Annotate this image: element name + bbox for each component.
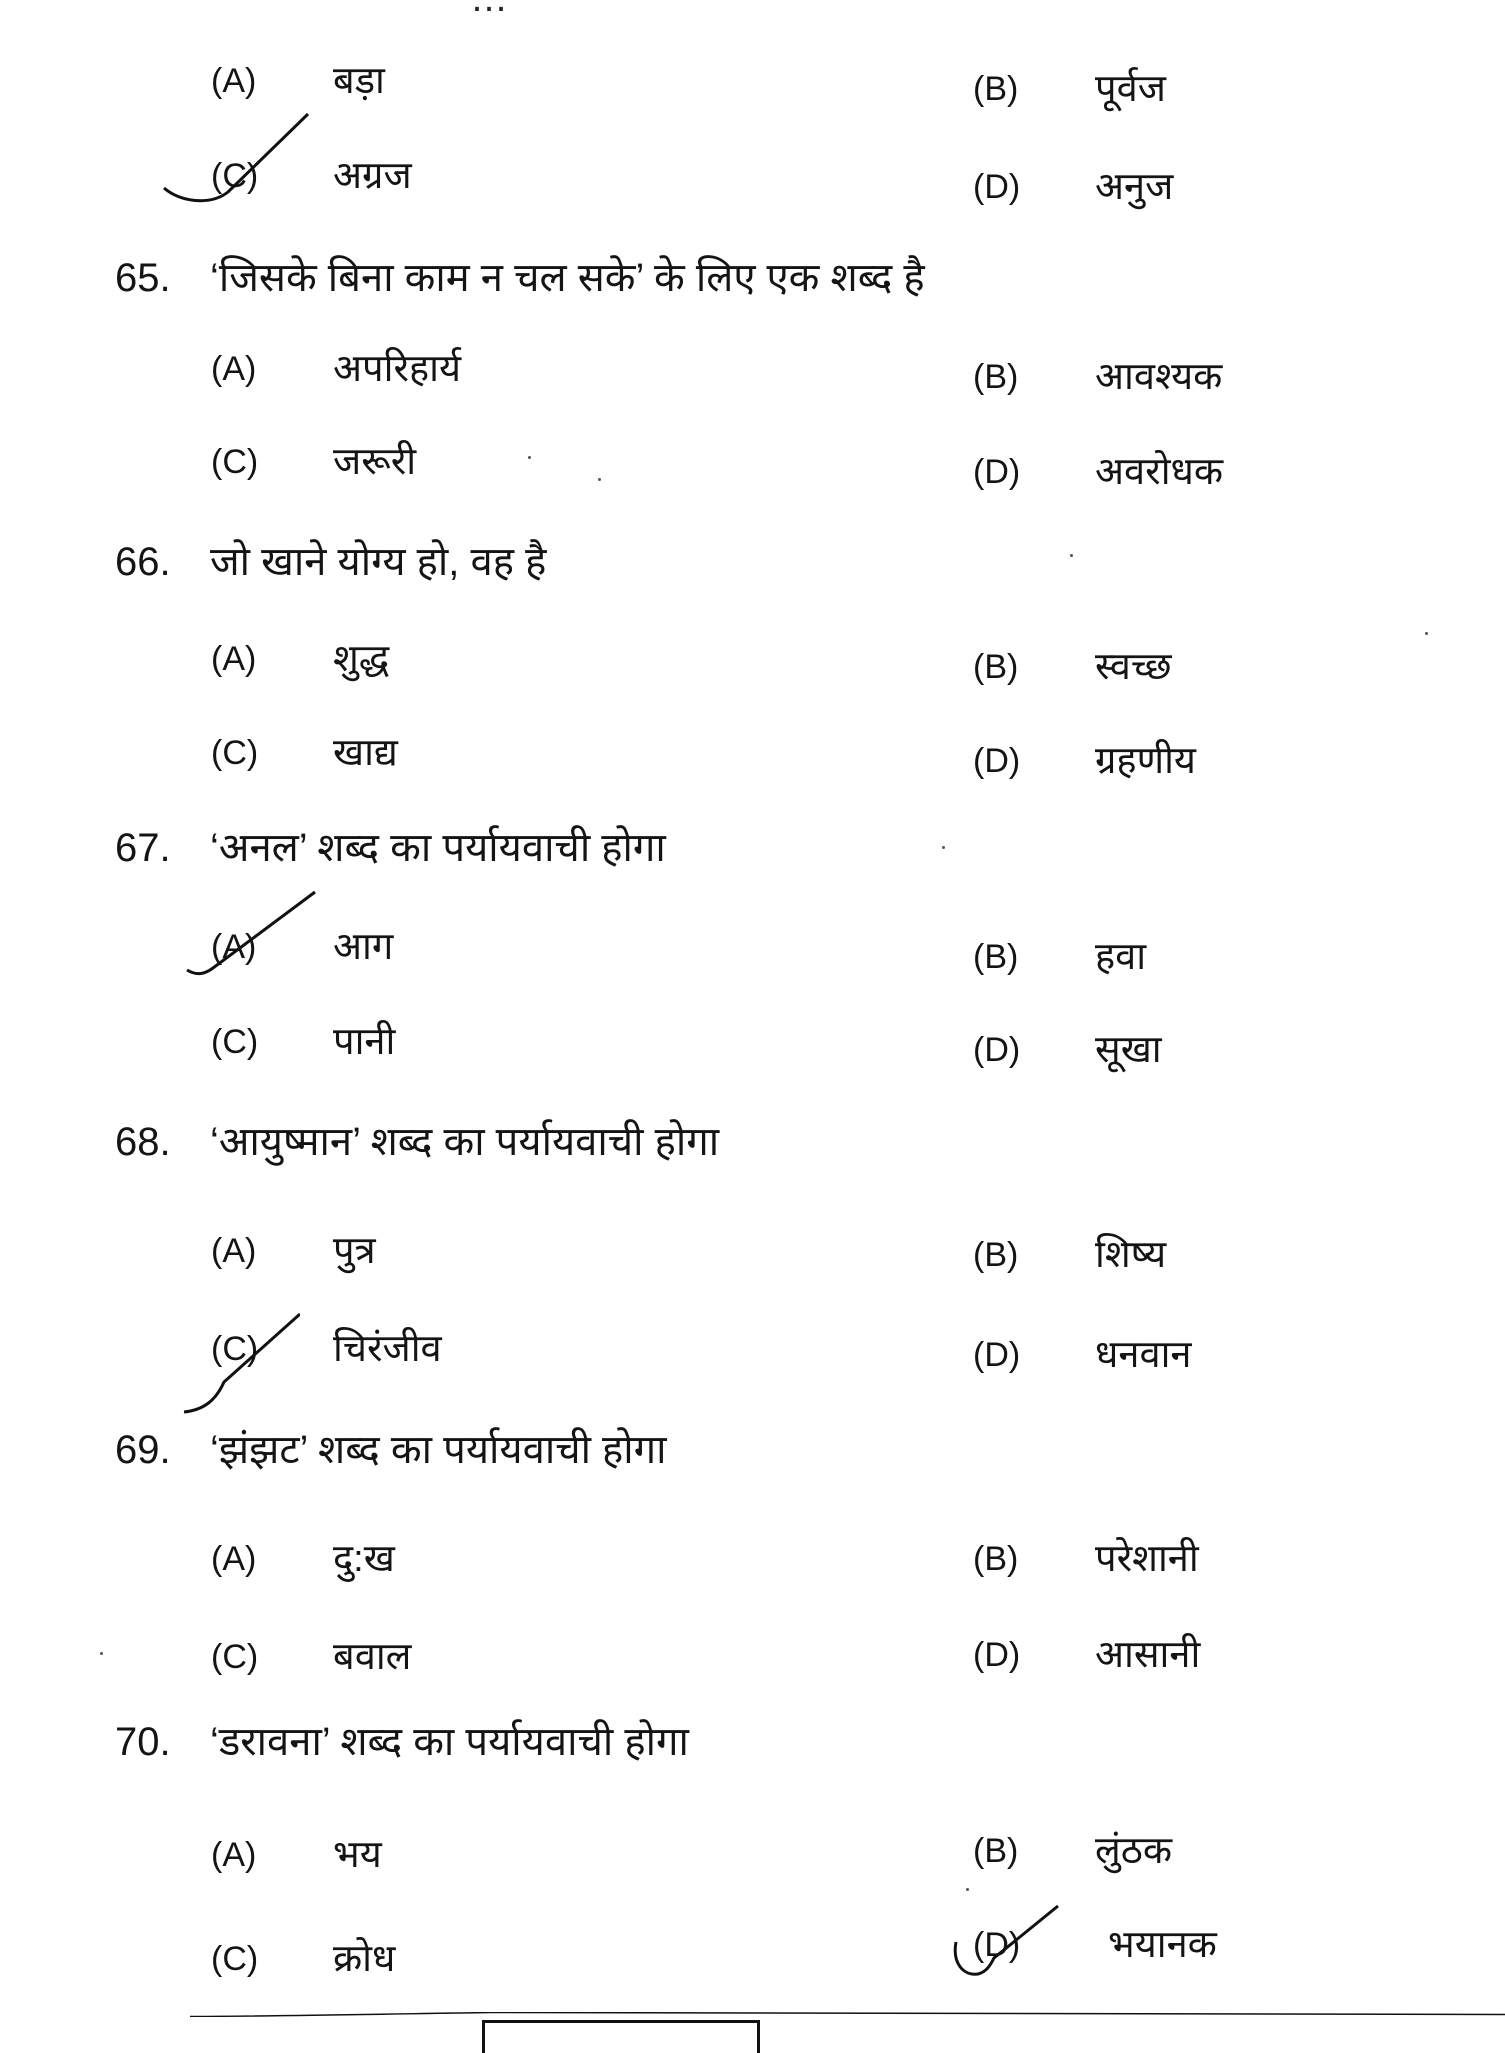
option-label: (C) [211,157,259,195]
option-label: (B) [973,648,1019,686]
footer-code-box [482,2020,760,2053]
option-text: धनवान [1095,1334,1192,1376]
option-text: सूखा [1095,1029,1162,1071]
option-text: बवाल [333,1636,412,1678]
option-label: (A) [211,62,257,100]
option-text: ग्रहणीय [1095,740,1196,782]
option-text: हवा [1095,936,1147,978]
option-label: (C) [211,1940,259,1978]
option-text: अपरिहार्य [333,348,462,390]
option-label: (D) [973,1031,1021,1069]
question-stem [115,258,925,298]
option-text: बड़ा [333,60,385,102]
option-label: (C) [211,734,259,772]
question-text: ‘डरावना’ शब्द का पर्यायवाची होगा [210,1720,689,1764]
option-label: (C) [211,1330,259,1368]
option-label: (D) [973,1336,1021,1374]
question-stem [115,1722,689,1762]
option-text: परेशानी [1095,1538,1199,1580]
question-stem [115,542,546,582]
scan-speck [1070,554,1073,557]
option-label: (A) [211,1836,257,1874]
scan-speck [528,456,531,459]
question-text: ‘जिसके बिना काम न चल सके’ के लिए एक शब्द है [210,256,925,300]
option-label: (B) [973,70,1019,108]
option-text: चिरंजीव [333,1328,442,1370]
scan-speck [100,1652,103,1655]
option-label: (A) [211,928,257,966]
scan-speck [942,846,945,849]
option-label: (A) [211,350,257,388]
option-label: (A) [211,640,257,678]
option-text: भय [333,1834,382,1876]
option-label: (C) [211,443,259,481]
option-text: पुत्र [333,1230,376,1272]
option-text: अवरोधक [1095,451,1224,493]
option-text: क्रोध [333,1938,396,1980]
option-label: (D) [973,453,1021,491]
option-label: (D) [973,168,1021,206]
option-text: लुंठक [1095,1830,1173,1872]
option-label: (D) [973,742,1021,780]
option-label: (C) [211,1638,259,1676]
option-label: (B) [973,1236,1019,1274]
question-stem [115,828,666,868]
question-number: 68. [115,1120,171,1164]
option-text: आग [333,926,394,968]
option-label: (D) [973,1636,1021,1674]
option-label: (B) [973,1540,1019,1578]
question-number: 65. [115,256,171,300]
option-text: खाद्य [333,732,398,774]
question-number: 69. [115,1428,171,1472]
option-label: (A) [211,1540,257,1578]
question-text: ‘अनल’ शब्द का पर्यायवाची होगा [210,826,666,870]
option-text: अग्रज [333,155,412,197]
question-number: 70. [115,1720,171,1764]
footer-rule [190,2012,1505,2017]
option-text: जरूरी [333,441,417,483]
question-number: 67. [115,826,171,870]
option-label: (D) [973,1926,1021,1964]
scan-speck [966,1888,969,1891]
option-text: आसानी [1095,1634,1201,1676]
question-number: 66. [115,540,171,584]
option-text: पानी [333,1021,396,1063]
option-text: स्वच्छ [1095,646,1172,688]
option-label: (B) [973,358,1019,396]
option-text: दु:ख [333,1538,395,1580]
question-text: ‘झंझट’ शब्द का पर्यायवाची होगा [210,1428,667,1472]
scan-speck [1425,632,1428,635]
option-text: पूर्वज [1095,68,1166,110]
question-text: जो खाने योग्य हो, वह है [210,540,547,584]
option-text: अनुज [1095,166,1174,208]
option-label: (A) [211,1232,257,1270]
question-text: ‘आयुष्मान’ शब्द का पर्यायवाची होगा [210,1120,720,1164]
option-text: शुद्ध [333,638,390,680]
scan-speck [598,478,601,481]
option-text: शिष्य [1095,1234,1167,1276]
option-label: (C) [211,1023,259,1061]
option-text: भयानक [1108,1924,1217,1966]
option-label: (B) [973,1832,1019,1870]
question-stem [115,1430,667,1470]
cutoff-top-text [470,0,510,21]
option-label: (B) [973,938,1019,976]
option-text: आवश्यक [1095,356,1223,398]
question-stem [115,1122,719,1162]
